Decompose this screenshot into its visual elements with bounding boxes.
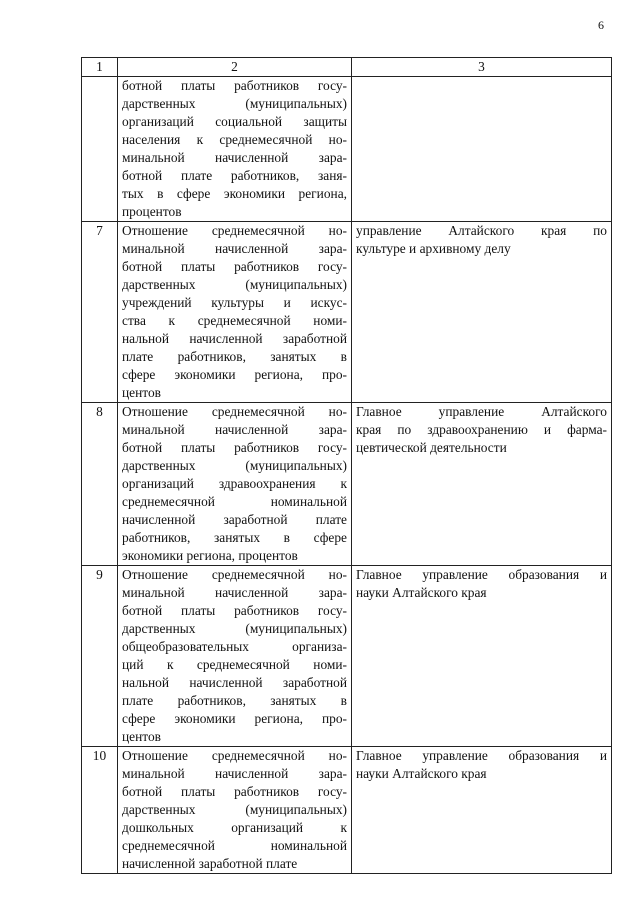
indicator-text-line: сфере экономики региона, про- [122, 367, 347, 382]
indicator-text-line: начисленной заработной плате [122, 856, 298, 871]
responsible-text-line: Главное управление образования и [356, 567, 607, 582]
indicator-cell [118, 403, 352, 566]
indicator-text-line: ботной платы работников госу- [122, 784, 347, 799]
indicator-text-line: населения к среднемесячной но- [122, 132, 347, 147]
row-number-cell: 10 [82, 747, 118, 874]
responsible-text-line: культуре и архивному делу [356, 241, 511, 256]
indicator-text-line: тых в сфере экономики региона, [122, 186, 347, 201]
indicator-text-line: ботной платы работников госу- [122, 78, 347, 93]
responsible-text-line: управление Алтайского края по [356, 223, 607, 238]
indicator-text-line: ства к среднемесячной номи- [122, 313, 347, 328]
row-number-cell: 7 [82, 222, 118, 403]
indicator-text-line: дошкольных организаций к [122, 820, 347, 835]
indicator-text-line: центов [122, 729, 161, 744]
indicator-text-line: Отношение среднемесячной но- [122, 748, 347, 763]
indicator-text-line: учреждений культуры и искус- [122, 295, 347, 310]
indicator-text-line: работников, занятых в сфере [122, 530, 347, 545]
indicator-text-line: минальной начисленной зара- [122, 241, 347, 256]
indicator-text-line: среднемесячной номинальной [122, 838, 347, 853]
responsible-text-line: Главное управление образования и [356, 748, 607, 763]
indicator-cell [118, 747, 352, 874]
responsible-text-line: цевтической деятельности [356, 440, 507, 455]
indicator-text-line: минальной начисленной зара- [122, 150, 347, 165]
page-number: 6 [598, 18, 604, 32]
column-header-2: 2 [118, 58, 352, 77]
indicator-text-line: дарственных (муниципальных) [122, 458, 347, 473]
indicator-text-line: минальной начисленной зара- [122, 585, 347, 600]
indicator-text-line: экономики региона, процентов [122, 548, 298, 563]
table-row [82, 222, 612, 403]
responsible-text-line: края по здравоохранению и фарма- [356, 422, 607, 437]
indicator-text-line: Отношение среднемесячной но- [122, 404, 347, 419]
indicator-text-line: плате работников, занятых в [122, 693, 347, 708]
indicators-table [81, 57, 612, 874]
indicator-cell [118, 77, 352, 222]
indicator-text-line: минальной начисленной зара- [122, 422, 347, 437]
indicator-cell [118, 222, 352, 403]
column-header-3: 3 [352, 58, 612, 77]
indicator-text-line: организаций здравоохранения к [122, 476, 347, 491]
indicator-text-line: дарственных (муниципальных) [122, 621, 347, 636]
table-row [82, 77, 612, 222]
table-row [82, 747, 612, 874]
indicator-text-line: сфере экономики региона, про- [122, 711, 347, 726]
indicator-cell [118, 566, 352, 747]
indicator-text-line: нальной начисленной заработной [122, 331, 347, 346]
responsible-body-cell [352, 222, 612, 403]
table-row [82, 566, 612, 747]
indicator-text-line: ботной платы работников госу- [122, 440, 347, 455]
indicator-text-line: среднемесячной номинальной [122, 494, 347, 509]
indicator-text-line: плате работников, занятых в [122, 349, 347, 364]
responsible-text-line: науки Алтайского края [356, 585, 487, 600]
row-number-cell [82, 77, 118, 222]
table-row [82, 403, 612, 566]
row-number-cell: 9 [82, 566, 118, 747]
indicator-text-line: ботной платы работников госу- [122, 259, 347, 274]
row-number-cell: 8 [82, 403, 118, 566]
indicator-text-line: дарственных (муниципальных) [122, 96, 347, 111]
indicator-text-line: Отношение среднемесячной но- [122, 223, 347, 238]
indicator-text-line: общеобразовательных организа- [122, 639, 347, 654]
indicator-text-line: минальной начисленной зара- [122, 766, 347, 781]
column-header-1: 1 [82, 58, 118, 77]
table-header-row [82, 58, 612, 77]
indicator-text-line: процентов [122, 204, 182, 219]
indicator-text-line: центов [122, 385, 161, 400]
indicator-text-line: дарственных (муниципальных) [122, 802, 347, 817]
responsible-body-cell [352, 403, 612, 566]
responsible-text-line: Главное управление Алтайского [356, 404, 607, 419]
responsible-body-cell [352, 77, 612, 222]
indicator-text-line: Отношение среднемесячной но- [122, 567, 347, 582]
responsible-body-cell [352, 747, 612, 874]
indicator-text-line: организаций социальной защиты [122, 114, 347, 129]
indicator-text-line: дарственных (муниципальных) [122, 277, 347, 292]
responsible-text-line: науки Алтайского края [356, 766, 487, 781]
indicator-text-line: ботной плате работников, заня- [122, 168, 347, 183]
indicator-text-line: ций к среднемесячной номи- [122, 657, 347, 672]
indicator-text-line: начисленной заработной плате [122, 512, 347, 527]
indicator-text-line: нальной начисленной заработной [122, 675, 347, 690]
responsible-body-cell [352, 566, 612, 747]
indicator-text-line: ботной платы работников госу- [122, 603, 347, 618]
table-body [82, 77, 612, 874]
